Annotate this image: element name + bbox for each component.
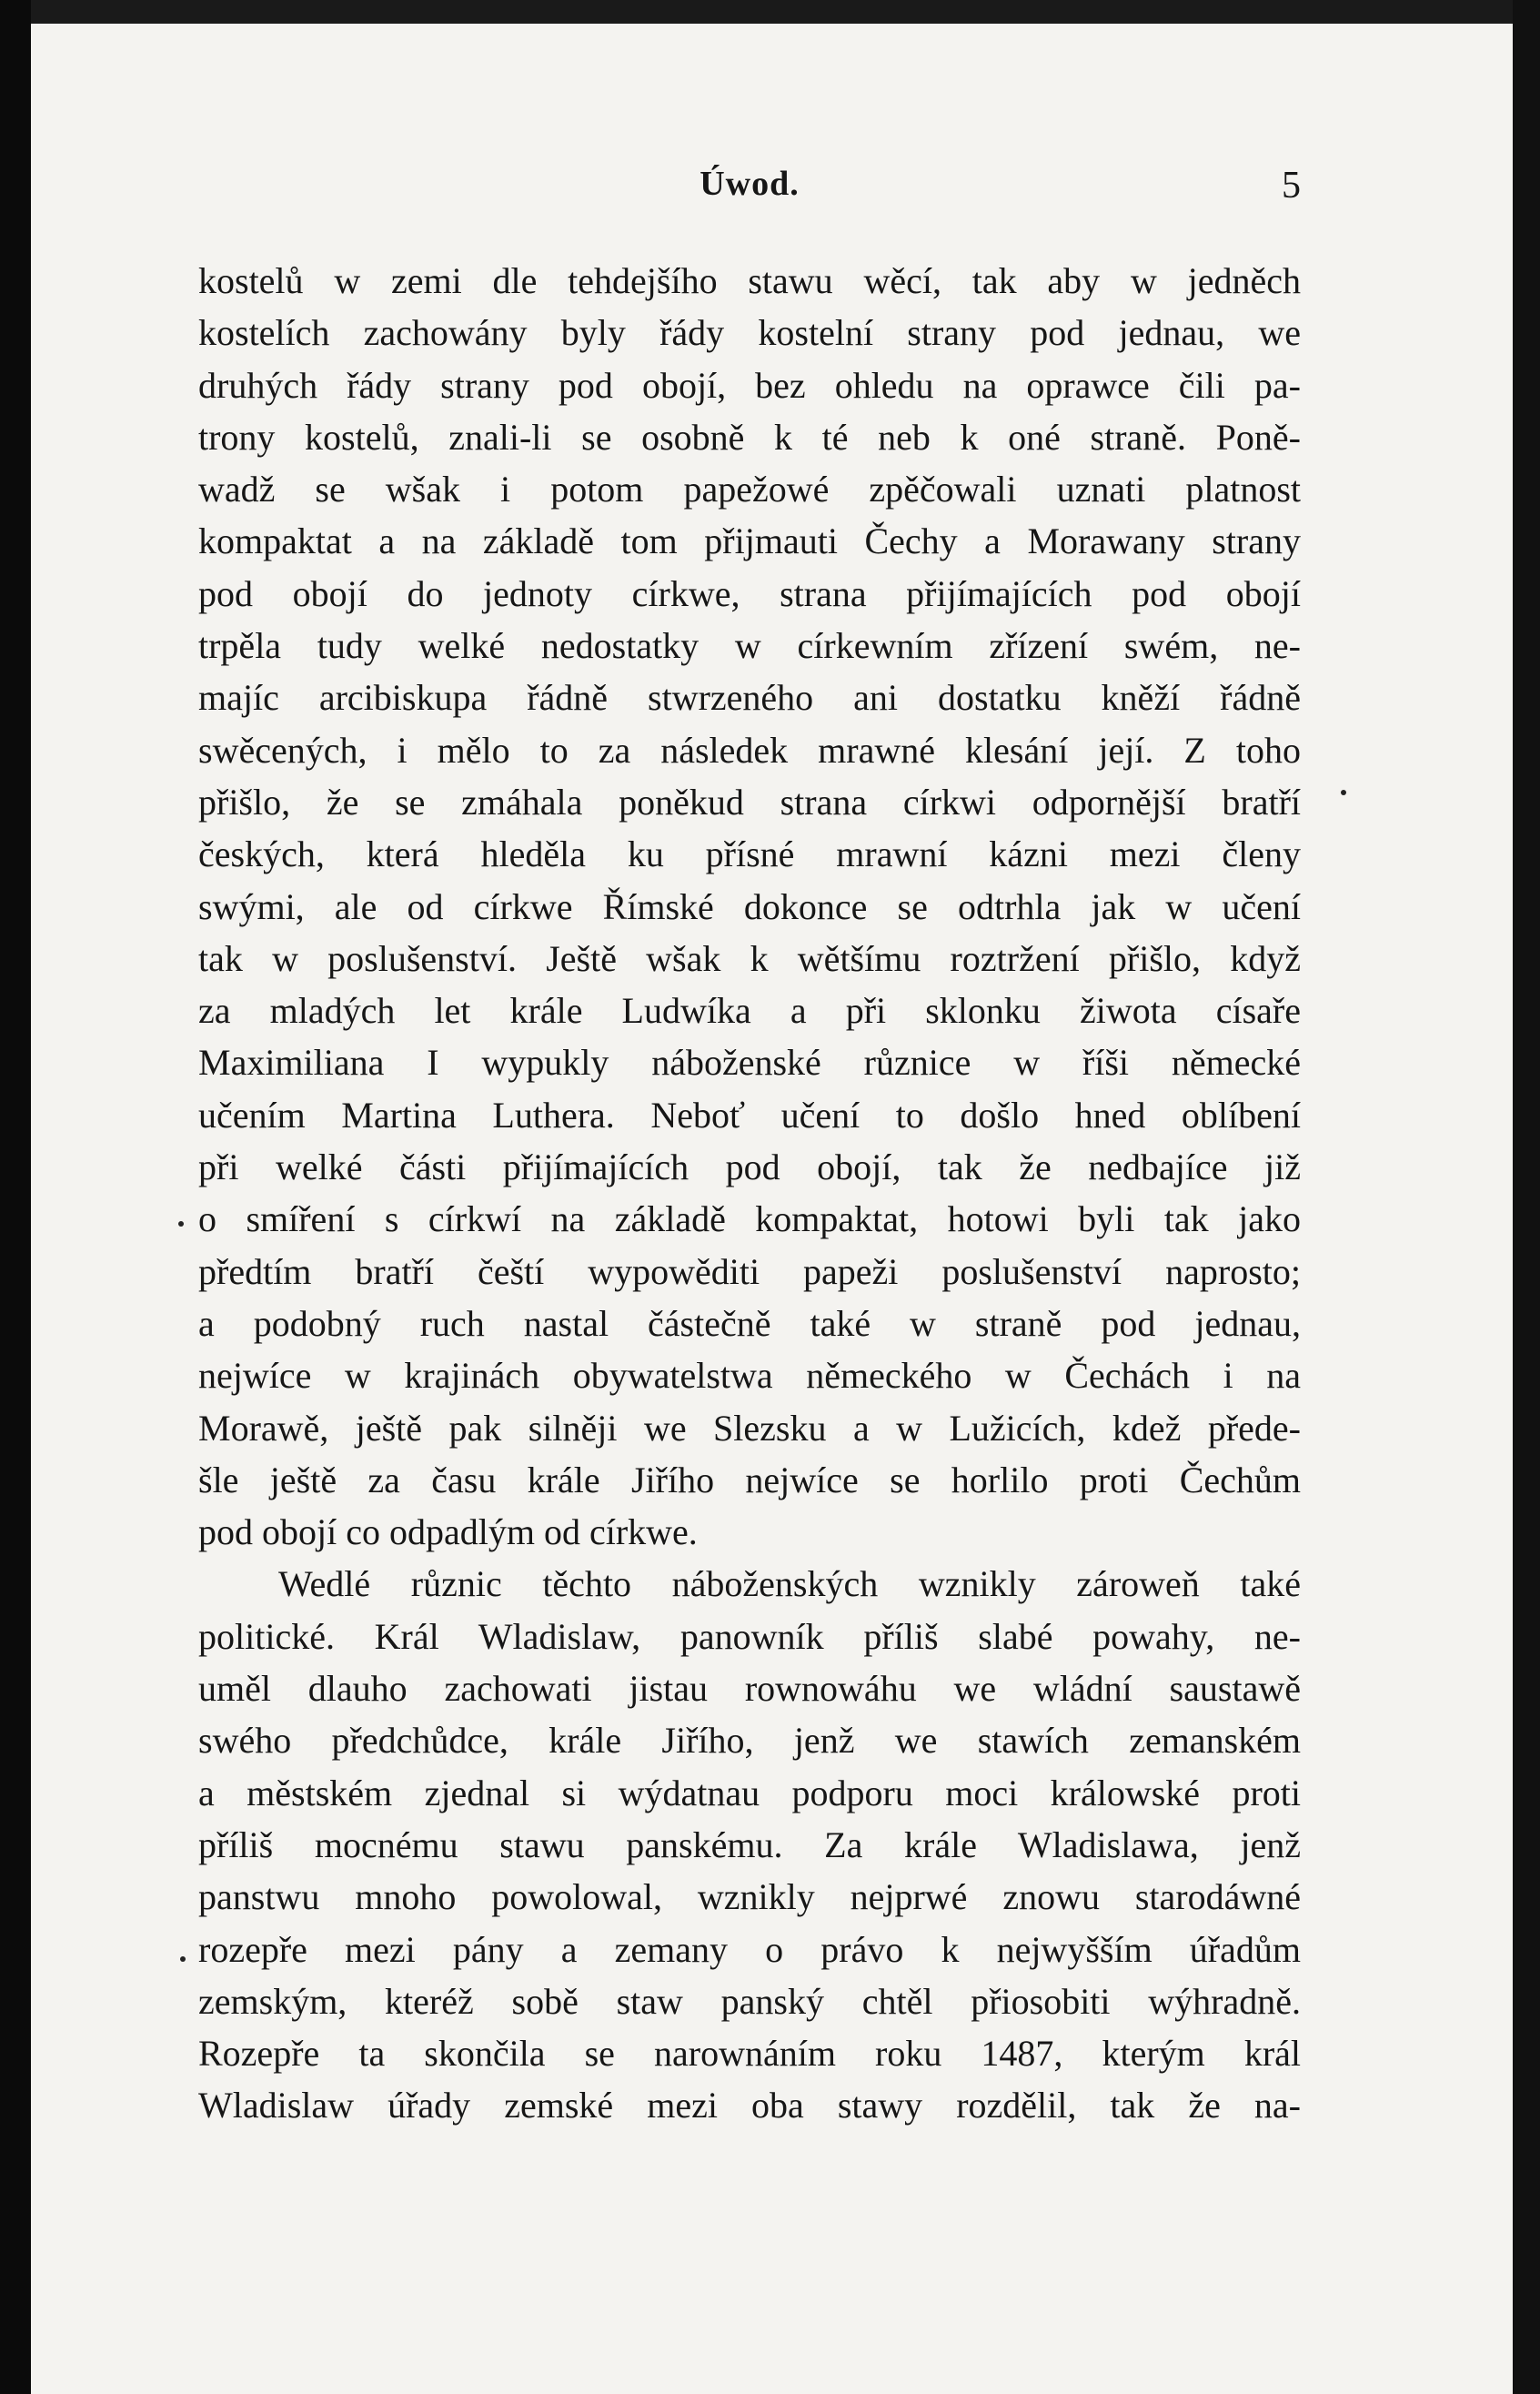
text-line: a podobný ruch nastal částečně také w straně pod jednau, <box>198 1302 1301 1344</box>
text-line: pod obojí co odpadlým od církwe. <box>198 1511 698 1553</box>
text-line: Maximiliana I wypukly náboženské různice w říši německé <box>198 1042 1301 1084</box>
text-line: kostelích zachowány byly řády kostelní strany pod jednau, we <box>198 312 1301 354</box>
margin-speck <box>1341 790 1346 795</box>
text-line: Wladislaw úřady zemské mezi oba stawy rozdělil, tak že na- <box>198 2085 1301 2126</box>
text-line: trony kostelů, znali-li se osobně k té neb k oné straně. Poně- <box>198 416 1301 458</box>
text-line: pod obojí do jednoty církwe, strana přijímajících pod obojí <box>198 572 1301 614</box>
text-line: zemským, kteréž sobě staw panský chtěl přiosobiti wýhradně. <box>198 1980 1301 2022</box>
text-line: swěcených, i mělo to za následek mrawné klesání její. Z toho <box>198 729 1301 771</box>
running-title: Úwod. <box>700 165 800 203</box>
scan-border-top <box>0 0 1540 24</box>
text-line: Rozepře ta skončila se narownáním roku 1487, kterým král <box>198 2033 1301 2075</box>
text-line: uměl dlauho zachowati jistau rownowáhu we wládní saustawě <box>198 1668 1301 1710</box>
margin-speck <box>178 1221 184 1227</box>
text-line: přišlo, že se zmáhala poněkud strana církwi odpornější bratří <box>198 781 1301 823</box>
text-line: příliš mocnému stawu panskému. Za krále Wladislawa, jenž <box>198 1823 1301 1865</box>
text-line: wadž se wšak i potom papežowé zpěčowali uznati platnost <box>198 469 1301 510</box>
running-head <box>198 147 1301 207</box>
text-line: politické. Král Wladislaw, panowník příliš slabé powahy, ne- <box>198 1615 1301 1657</box>
text-line: českých, která hleděla ku přísné mrawní kázni mezi členy <box>198 833 1301 875</box>
text-line: majíc arcibiskupa řádně stwrzeného ani dostatku kněží řádně <box>198 677 1301 719</box>
text-line: druhých řády strany pod obojí, bez ohledu na oprawce čili pa- <box>198 364 1301 406</box>
text-line: nejwíce w krajinách obywatelstwa německého w Čechách i na <box>198 1355 1301 1397</box>
body-text <box>198 255 1301 2132</box>
text-line: kompaktat a na základě tom přijmauti Čechy a Morawany strany <box>198 520 1301 562</box>
text-line: swými, ale od církwe Římské dokonce se odtrhla jak w učení <box>198 885 1301 927</box>
text-line: za mladých let krále Ludwíka a při sklonku žiwota císaře <box>198 990 1301 1032</box>
text-line: swého předchůdce, krále Jiřího, jenž we stawích zemanském <box>198 1720 1301 1762</box>
text-line: a městském zjednal si wýdatnau podporu moci králowské proti <box>198 1772 1301 1813</box>
text-line: při welké části přijímajících pod obojí, tak že nedbajíce již <box>198 1146 1301 1188</box>
text-line: Wedlé různic těchto náboženských wznikly zároweň také <box>278 1563 1301 1605</box>
text-line: o smíření s církwí na základě kompaktat, hotowi byli tak jako <box>198 1198 1301 1240</box>
text-line: Morawě, ještě pak silněji we Slezsku a w Lužicích, kdež přede- <box>198 1407 1301 1449</box>
text-line: rozepře mezi pány a zemany o právo k nejwyšším úřadům <box>198 1928 1301 1970</box>
margin-speck <box>180 1956 186 1962</box>
text-line: panstwu mnoho powolowal, wznikly nejprwé znowu starodáwné <box>198 1876 1301 1918</box>
text-line: předtím bratří čeští wypowěditi papeži poslušenství naprosto; <box>198 1250 1301 1292</box>
scan-border-right <box>1513 0 1540 2394</box>
text-line: šle ještě za času krále Jiřího nejwíce se horlilo proti Čechům <box>198 1459 1301 1500</box>
text-line: trpěla tudy welké nedostatky w církewním zřízení swém, ne- <box>198 625 1301 667</box>
text-line: tak w poslušenství. Ještě wšak k wětšímu roztržení přišlo, když <box>198 937 1301 979</box>
text-line: kostelů w zemi dle tehdejšího stawu wěcí, tak aby w jedněch <box>198 260 1301 301</box>
scan-border-left <box>0 0 31 2394</box>
text-line: učením Martina Luthera. Neboť učení to došlo hned oblíbení <box>198 1094 1301 1136</box>
page-number: 5 <box>1282 165 1301 207</box>
